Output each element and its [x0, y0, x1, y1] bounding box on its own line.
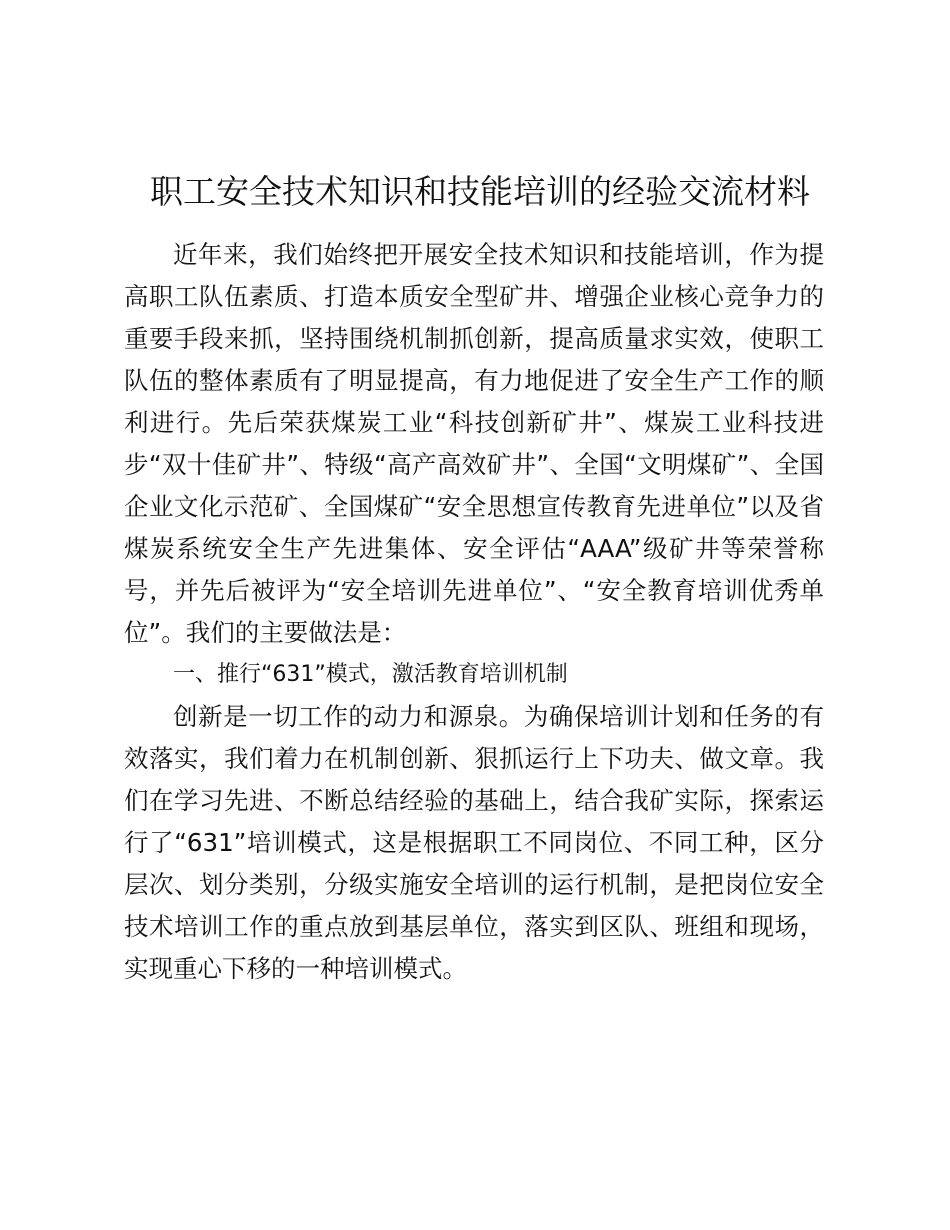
section-paragraph: 创新是一切工作的动力和源泉。为确保培训计划和任务的有效落实，我们着力在机制创新、狠抓运行上下功夫、做文章。我们在学习先进、不断总结经验的基础上，结合我矿实际，探索运行了“631”培训模式，这是根据职工不同岗位、不同工种，区分层次、划分类别，分级实施安全培训的运行机制，是把岗位安全技术培训工作的重点放到基层单位，落实到区队、班组和现场，实现重心下移的一种培训模式。 — [124, 702, 824, 983]
document-title: 职工安全技术知识和技能培训的经验交流材料 — [150, 172, 810, 211]
section-heading: 一、推行“631”模式，激活教育培训机制 — [173, 662, 568, 687]
intro-paragraph: 近年来，我们始终把开展安全技术知识和技能培训，作为提高职工队伍素质、打造本质安全型矿井、增强企业核心竞争力的重要手段来抓，坚持围绕机制抓创新，提高质量求实效，使职工队伍的整体素质有了明显提高，有力地促进了安全生产工作的顺利进行。先后荣获煤炭工业“科技创新矿井”、煤炭工业科技进步“双十佳矿井”、特级“高产高效矿井”、全国“文明煤矿”、全国企业文化示范矿、全国煤矿“安全思想宣传教育先进单位”以及省煤炭系统安全生产先进集体、安全评估“AAA”级矿井等荣誉称号，并先后被评为“安全培训先进单位”、“安全教育培训优秀单位”。我们的主要做法是： — [124, 240, 824, 647]
document-body — [124, 234, 824, 990]
